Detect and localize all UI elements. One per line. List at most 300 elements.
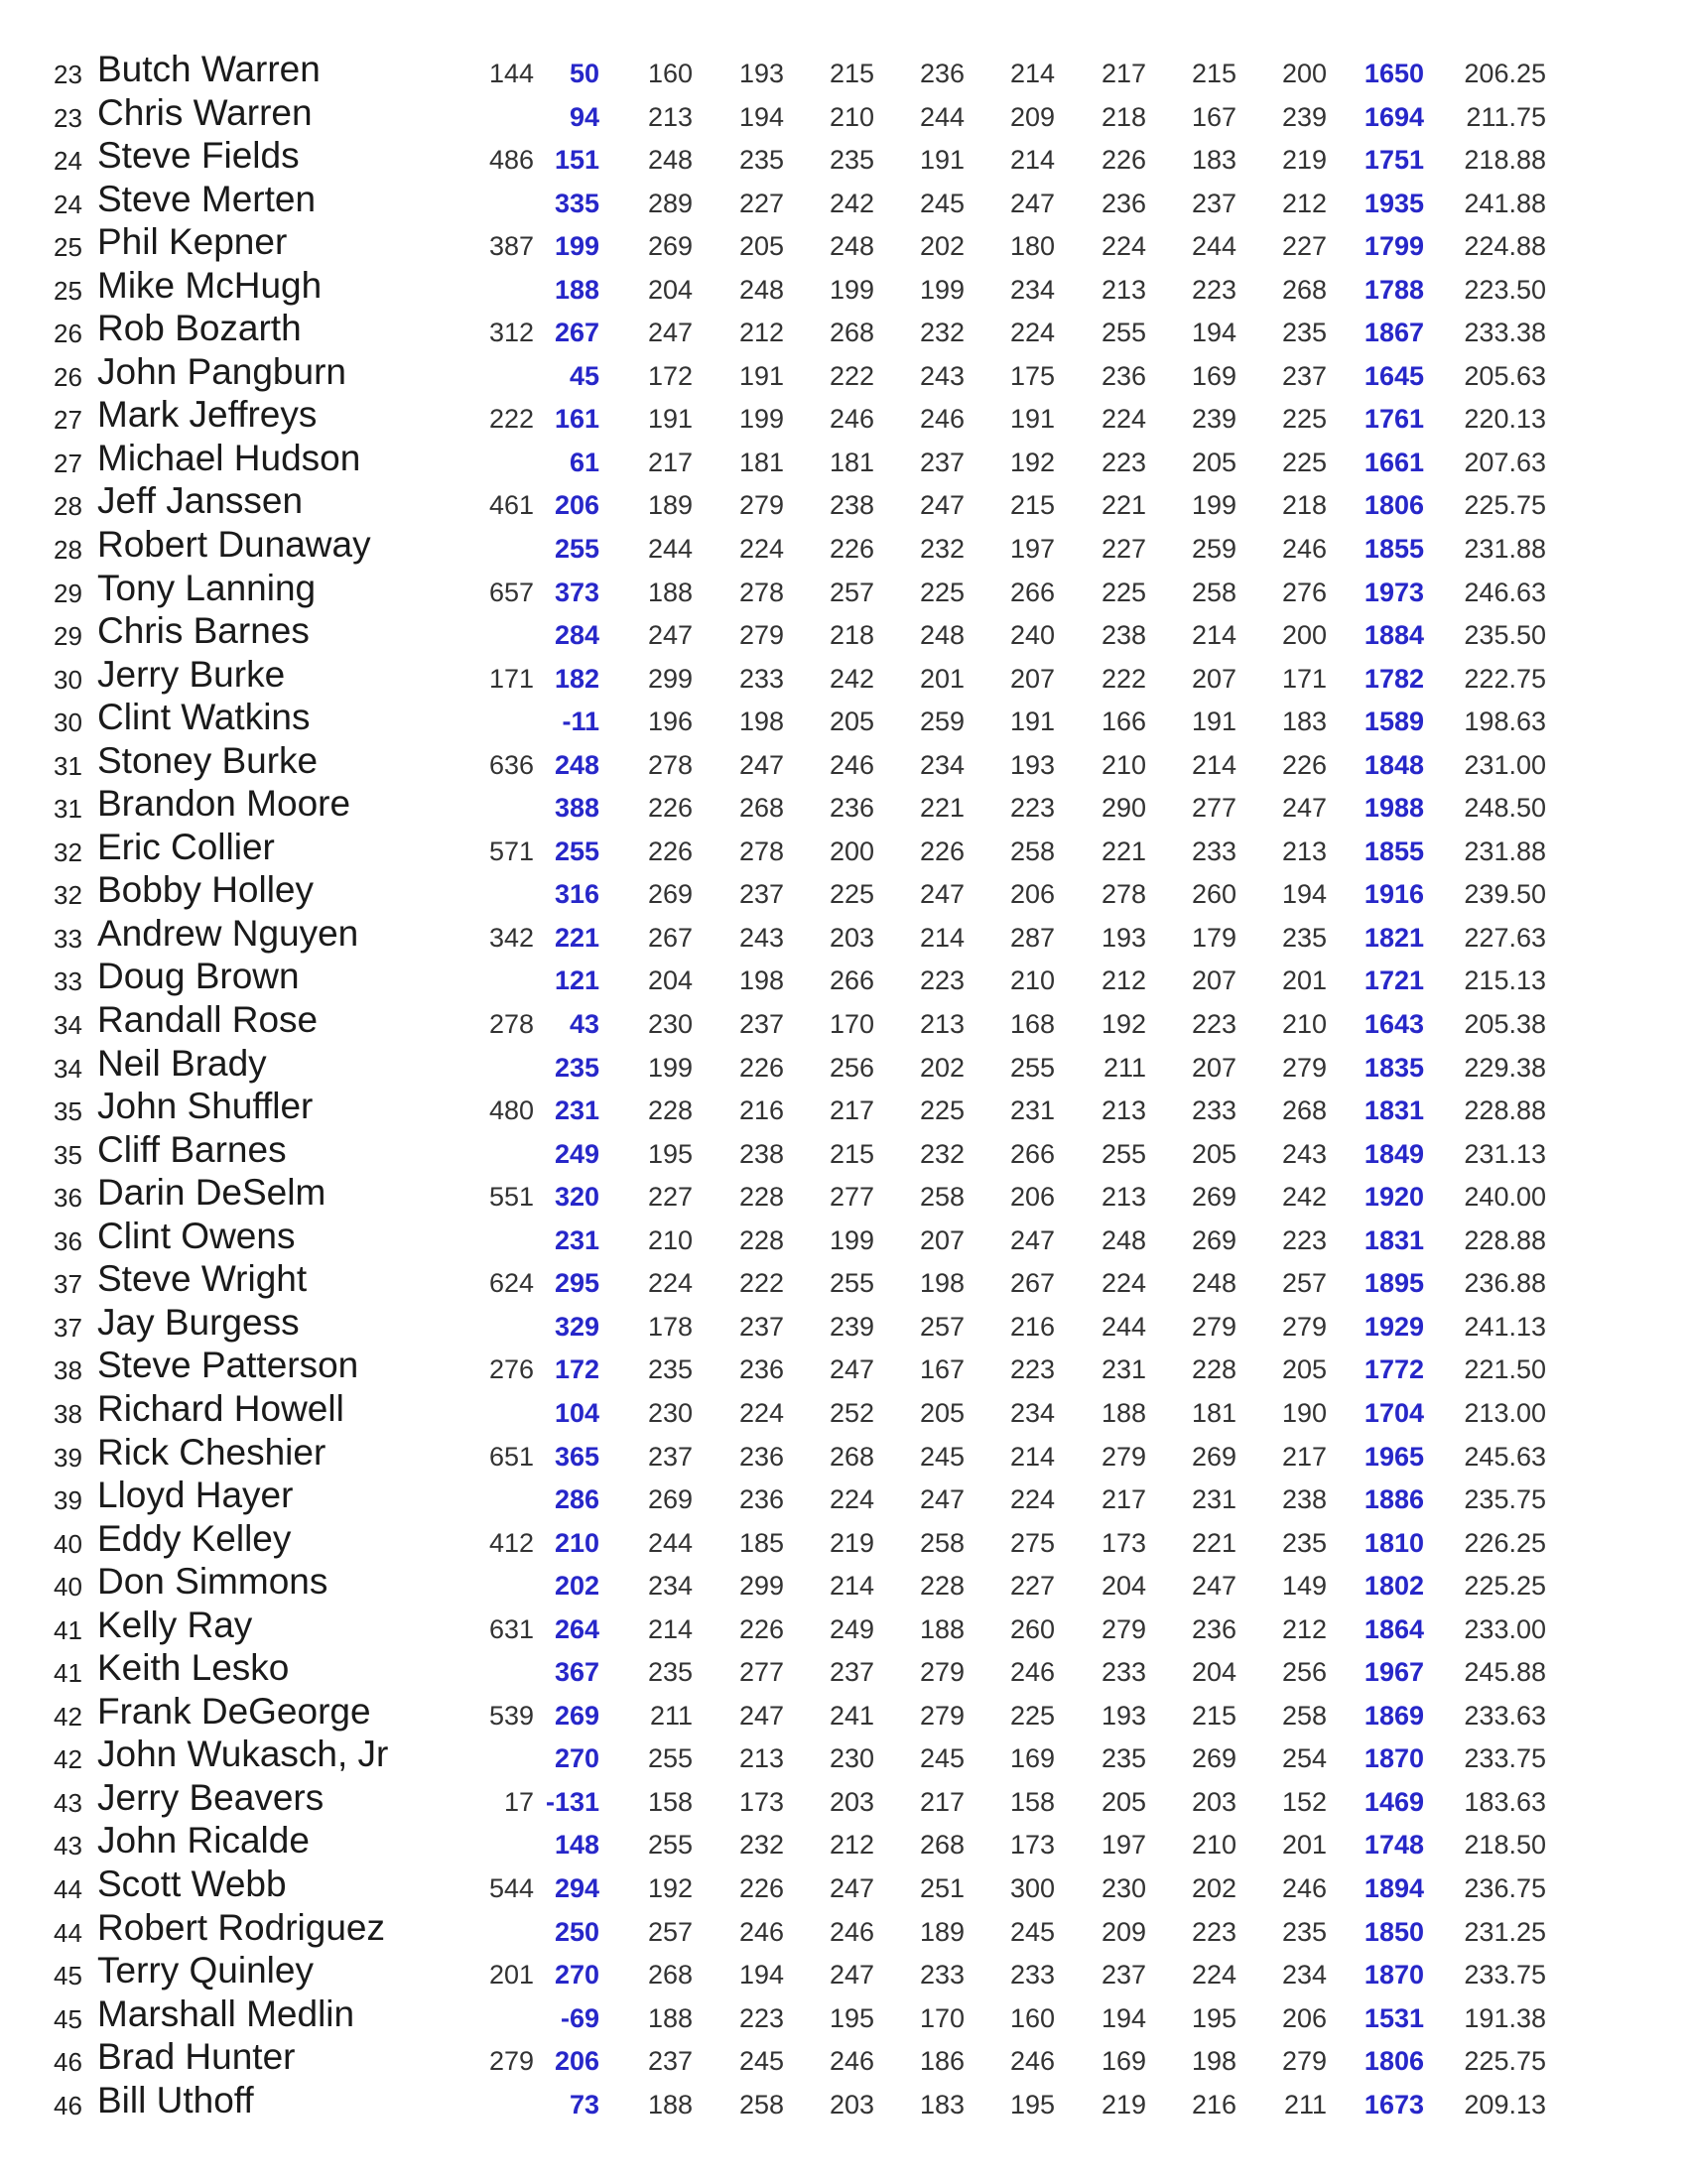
game-score: 217 [829, 1095, 874, 1126]
game-score: 213 [1281, 835, 1327, 866]
team-number: 29 [54, 578, 82, 608]
bowler-name: Darin DeSelm [97, 1172, 326, 1214]
total-pins: 1895 [1363, 1268, 1424, 1299]
game-score: 247 [738, 1700, 784, 1731]
game-score: 236 [1101, 360, 1146, 391]
game-score: 149 [1281, 1571, 1327, 1602]
game-score: 167 [919, 1354, 965, 1385]
game-score: 215 [1191, 1700, 1236, 1731]
game-score: 266 [1009, 577, 1055, 607]
game-score: 279 [1281, 2046, 1327, 2077]
bowler-name: Rick Cheshier [97, 1431, 326, 1473]
game-score: 247 [1009, 1224, 1055, 1255]
team-number: 39 [54, 1442, 82, 1473]
team-number: 36 [54, 1225, 82, 1256]
team-number: 40 [54, 1528, 82, 1559]
average: 231.88 [1464, 835, 1546, 866]
average: 191.38 [1464, 2002, 1546, 2033]
game-score: 226 [829, 534, 874, 565]
game-score: 205 [1191, 1138, 1236, 1169]
game-score: 213 [1101, 1182, 1146, 1213]
game-score: 205 [738, 231, 784, 262]
game-score: 237 [738, 879, 784, 910]
game-score: 169 [1009, 1743, 1055, 1774]
total-pins: 1673 [1363, 2089, 1424, 2120]
game-score: 236 [738, 1484, 784, 1515]
game-score: 237 [1101, 1960, 1146, 1991]
total-pins: 1831 [1363, 1224, 1424, 1255]
game-score: 183 [1191, 145, 1236, 176]
game-score: 279 [919, 1657, 965, 1688]
team-total: 387 [488, 231, 534, 262]
handicap-score: 231 [554, 1095, 599, 1126]
total-pins: 1661 [1363, 447, 1424, 477]
bowler-name: Terry Quinley [97, 1950, 314, 1991]
game-score: 201 [1281, 965, 1327, 996]
game-score: 228 [919, 1571, 965, 1602]
game-score: 226 [1281, 749, 1327, 780]
handicap-score: 202 [554, 1571, 599, 1602]
game-score: 234 [1009, 274, 1055, 305]
game-score: 221 [1101, 490, 1146, 521]
game-score: 277 [1191, 793, 1236, 824]
game-score: 173 [1009, 1830, 1055, 1861]
game-score: 257 [647, 1916, 693, 1947]
game-score: 226 [919, 835, 965, 866]
game-score: 227 [647, 1182, 693, 1213]
game-score: 246 [1009, 1657, 1055, 1688]
bowler-name: Andrew Nguyen [97, 912, 359, 954]
game-score: 236 [829, 793, 874, 824]
game-score: 191 [738, 360, 784, 391]
average: 209.13 [1464, 2089, 1546, 2120]
game-score: 211 [1283, 2089, 1327, 2120]
game-score: 207 [1009, 663, 1055, 694]
total-pins: 1650 [1363, 59, 1424, 88]
table-row [0, 1994, 1688, 2038]
table-row [0, 1778, 1688, 1822]
game-score: 233 [1191, 1095, 1236, 1126]
table-row [0, 1476, 1688, 1519]
game-score: 239 [829, 1311, 874, 1342]
team-number: 32 [54, 836, 82, 867]
game-score: 218 [1101, 101, 1146, 132]
bowler-name: Steve Patterson [97, 1345, 359, 1386]
handicap-score: 172 [554, 1354, 599, 1385]
game-score: 260 [1009, 1613, 1055, 1644]
bowler-name: Randall Rose [97, 999, 319, 1041]
game-score: 268 [829, 1441, 874, 1472]
average: 236.75 [1464, 1872, 1546, 1903]
results-table [0, 50, 1688, 2123]
game-score: 233 [919, 1960, 965, 1991]
team-number: 28 [54, 491, 82, 522]
game-score: 199 [829, 274, 874, 305]
average: 218.88 [1464, 145, 1546, 176]
game-score: 169 [1101, 2046, 1146, 2077]
game-score: 219 [1101, 2089, 1146, 2120]
game-score: 246 [738, 1916, 784, 1947]
game-score: 278 [1101, 879, 1146, 910]
handicap-score: 286 [554, 1484, 599, 1515]
game-score: 222 [829, 360, 874, 391]
game-score: 242 [829, 663, 874, 694]
average: 221.50 [1464, 1354, 1546, 1385]
table-row [0, 914, 1688, 958]
bowler-name: Phil Kepner [97, 221, 288, 263]
average: 248.50 [1464, 793, 1546, 824]
table-row [0, 1217, 1688, 1260]
game-score: 255 [1101, 318, 1146, 348]
bowler-name: John Ricalde [97, 1820, 310, 1862]
game-score: 248 [919, 620, 965, 651]
average: 229.38 [1464, 1052, 1546, 1083]
bowler-name: Clint Watkins [97, 697, 311, 738]
game-score: 213 [647, 101, 693, 132]
game-score: 243 [738, 922, 784, 953]
team-total: 412 [488, 1527, 534, 1558]
total-pins: 1916 [1363, 879, 1424, 910]
game-score: 232 [919, 1138, 965, 1169]
total-pins: 1821 [1363, 922, 1424, 953]
game-score: 231 [1009, 1095, 1055, 1126]
game-score: 190 [1281, 1397, 1327, 1428]
game-score: 242 [1281, 1182, 1327, 1213]
game-score: 226 [647, 793, 693, 824]
game-score: 252 [829, 1397, 874, 1428]
game-score: 245 [1009, 1916, 1055, 1947]
game-score: 212 [738, 318, 784, 348]
game-score: 268 [919, 1830, 965, 1861]
game-score: 205 [1101, 1786, 1146, 1817]
average: 236.88 [1464, 1268, 1546, 1299]
game-score: 178 [647, 1311, 693, 1342]
total-pins: 1748 [1363, 1830, 1424, 1861]
game-score: 194 [738, 1960, 784, 1991]
game-score: 244 [1191, 231, 1236, 262]
bowler-name: Jerry Beavers [97, 1776, 325, 1818]
game-score: 169 [1191, 360, 1236, 391]
handicap-score: 50 [569, 59, 599, 88]
table-row [0, 395, 1688, 439]
team-total: 539 [488, 1700, 534, 1731]
game-score: 279 [919, 1700, 965, 1731]
handicap-score: 264 [554, 1613, 599, 1644]
game-score: 191 [647, 404, 693, 435]
game-score: 258 [738, 2089, 784, 2120]
game-score: 207 [1191, 1052, 1236, 1083]
game-score: 224 [738, 534, 784, 565]
game-score: 206 [1009, 1182, 1055, 1213]
game-score: 277 [738, 1657, 784, 1688]
average: 218.50 [1464, 1830, 1546, 1861]
table-row [0, 828, 1688, 871]
game-score: 247 [1191, 1571, 1236, 1602]
game-score: 278 [738, 835, 784, 866]
game-score: 268 [829, 318, 874, 348]
game-score: 224 [738, 1397, 784, 1428]
handicap-score: 121 [554, 965, 599, 996]
game-score: 201 [1281, 1830, 1327, 1861]
game-score: 249 [829, 1613, 874, 1644]
game-score: 238 [1101, 620, 1146, 651]
team-total: 342 [488, 922, 534, 953]
handicap-score: 210 [554, 1527, 599, 1558]
game-score: 211 [649, 1700, 693, 1731]
game-score: 228 [1191, 1354, 1236, 1385]
handicap-score: -11 [562, 707, 599, 737]
bowler-name: Don Simmons [97, 1561, 328, 1603]
table-row [0, 1433, 1688, 1477]
game-score: 223 [1101, 447, 1146, 477]
team-number: 46 [54, 2047, 82, 2078]
game-score: 267 [647, 922, 693, 953]
handicap-score: 249 [554, 1138, 599, 1169]
game-score: 267 [1009, 1268, 1055, 1299]
game-score: 195 [1191, 2002, 1236, 2033]
game-score: 247 [829, 1872, 874, 1903]
team-total: 657 [488, 577, 534, 607]
game-score: 207 [919, 1224, 965, 1255]
table-row [0, 136, 1688, 180]
handicap-score: 73 [569, 2089, 599, 2120]
game-score: 237 [829, 1657, 874, 1688]
average: 224.88 [1464, 231, 1546, 262]
game-score: 206 [1281, 2002, 1327, 2033]
game-score: 268 [1281, 1095, 1327, 1126]
game-score: 230 [647, 1009, 693, 1040]
game-score: 185 [738, 1527, 784, 1558]
game-score: 266 [1009, 1138, 1055, 1169]
game-score: 216 [738, 1095, 784, 1126]
game-score: 269 [647, 1484, 693, 1515]
table-row [0, 870, 1688, 914]
total-pins: 1849 [1363, 1138, 1424, 1169]
handicap-score: 94 [569, 101, 599, 132]
team-number: 25 [54, 232, 82, 263]
game-score: 180 [1009, 231, 1055, 262]
average: 198.63 [1464, 707, 1546, 737]
game-score: 300 [1009, 1872, 1055, 1903]
average: 245.63 [1464, 1441, 1546, 1472]
game-score: 299 [647, 663, 693, 694]
average: 215.13 [1464, 965, 1546, 996]
game-score: 160 [647, 59, 693, 88]
total-pins: 1831 [1363, 1095, 1424, 1126]
game-score: 210 [1281, 1009, 1327, 1040]
team-number: 45 [54, 2003, 82, 2034]
handicap-score: 182 [554, 663, 599, 694]
bowler-name: Jerry Burke [97, 653, 286, 695]
team-total: 276 [488, 1354, 534, 1385]
game-score: 260 [1191, 879, 1236, 910]
game-score: 269 [1191, 1182, 1236, 1213]
average: 241.13 [1464, 1311, 1546, 1342]
game-score: 221 [919, 793, 965, 824]
game-score: 205 [919, 1397, 965, 1428]
table-row [0, 1303, 1688, 1347]
total-pins: 1870 [1363, 1960, 1424, 1991]
game-score: 247 [919, 1484, 965, 1515]
team-number: 44 [54, 1873, 82, 1904]
game-score: 234 [1009, 1397, 1055, 1428]
game-score: 237 [647, 1441, 693, 1472]
average: 231.13 [1464, 1138, 1546, 1169]
team-number: 36 [54, 1183, 82, 1214]
game-score: 268 [647, 1960, 693, 1991]
game-score: 199 [738, 404, 784, 435]
game-score: 210 [1101, 749, 1146, 780]
bowler-name: Chris Warren [97, 91, 313, 133]
table-row [0, 1000, 1688, 1044]
table-row [0, 1606, 1688, 1649]
handicap-score: 61 [569, 447, 599, 477]
bowler-name: Doug Brown [97, 956, 300, 997]
game-score: 238 [1281, 1484, 1327, 1515]
total-pins: 1469 [1363, 1786, 1424, 1817]
handicap-score: 316 [554, 879, 599, 910]
game-score: 191 [919, 145, 965, 176]
game-score: 234 [919, 749, 965, 780]
game-score: 225 [919, 577, 965, 607]
game-score: 200 [829, 835, 874, 866]
game-score: 188 [647, 2089, 693, 2120]
average: 231.25 [1464, 1916, 1546, 1947]
total-pins: 1799 [1363, 231, 1424, 262]
table-row [0, 309, 1688, 352]
team-total: 624 [488, 1268, 534, 1299]
game-score: 173 [738, 1786, 784, 1817]
game-score: 172 [647, 360, 693, 391]
game-score: 194 [1191, 318, 1236, 348]
handicap-score: 335 [554, 188, 599, 218]
game-score: 191 [1191, 707, 1236, 737]
game-score: 255 [647, 1743, 693, 1774]
game-score: 226 [738, 1872, 784, 1903]
total-pins: 1935 [1363, 188, 1424, 218]
bowler-name: Brad Hunter [97, 2036, 296, 2078]
game-score: 210 [829, 101, 874, 132]
game-score: 238 [738, 1138, 784, 1169]
game-score: 216 [1009, 1311, 1055, 1342]
total-pins: 1867 [1363, 318, 1424, 348]
table-row [0, 2081, 1688, 2124]
game-score: 259 [919, 707, 965, 737]
game-score: 196 [647, 707, 693, 737]
handicap-score: 161 [554, 404, 599, 435]
handicap-score: 206 [554, 490, 599, 521]
game-score: 247 [738, 749, 784, 780]
game-score: 224 [1009, 318, 1055, 348]
game-score: 216 [1191, 2089, 1236, 2120]
team-number: 24 [54, 189, 82, 219]
game-score: 214 [1009, 59, 1055, 88]
game-score: 247 [919, 490, 965, 521]
game-score: 181 [829, 447, 874, 477]
game-score: 199 [647, 1052, 693, 1083]
game-score: 235 [647, 1354, 693, 1385]
game-score: 214 [1009, 1441, 1055, 1472]
average: 225.25 [1464, 1571, 1546, 1602]
game-score: 194 [1281, 879, 1327, 910]
team-number: 46 [54, 2090, 82, 2120]
game-score: 197 [1009, 534, 1055, 565]
game-score: 213 [738, 1743, 784, 1774]
game-score: 223 [1009, 793, 1055, 824]
total-pins: 1721 [1363, 965, 1424, 996]
table-row [0, 1648, 1688, 1692]
total-pins: 1848 [1363, 749, 1424, 780]
total-pins: 1869 [1363, 1700, 1424, 1731]
game-score: 207 [1191, 663, 1236, 694]
game-score: 223 [1009, 1354, 1055, 1385]
table-row [0, 569, 1688, 612]
table-row [0, 1562, 1688, 1606]
handicap-score: 250 [554, 1916, 599, 1947]
game-score: 195 [1009, 2089, 1055, 2120]
game-score: 199 [1191, 490, 1236, 521]
game-score: 221 [1191, 1527, 1236, 1558]
average: 241.88 [1464, 188, 1546, 218]
handicap-score: 45 [569, 360, 599, 391]
game-score: 235 [1281, 1527, 1327, 1558]
bowler-name: Mike McHugh [97, 264, 323, 306]
game-score: 239 [1191, 404, 1236, 435]
game-score: 248 [1101, 1224, 1146, 1255]
team-total: 144 [488, 59, 534, 88]
total-pins: 1855 [1363, 534, 1424, 565]
bowler-name: Steve Wright [97, 1258, 308, 1300]
total-pins: 1835 [1363, 1052, 1424, 1083]
game-score: 212 [1281, 188, 1327, 218]
game-score: 223 [1191, 1916, 1236, 1947]
game-score: 226 [647, 835, 693, 866]
game-score: 222 [1101, 663, 1146, 694]
game-score: 222 [738, 1268, 784, 1299]
game-score: 205 [1191, 447, 1236, 477]
table-row [0, 1173, 1688, 1217]
team-number: 38 [54, 1355, 82, 1386]
game-score: 268 [1281, 274, 1327, 305]
game-score: 203 [829, 922, 874, 953]
bowler-name: Jay Burgess [97, 1301, 300, 1343]
average: 231.88 [1464, 534, 1546, 565]
handicap-score: 199 [554, 231, 599, 262]
game-score: 221 [1101, 835, 1146, 866]
average: 205.63 [1464, 360, 1546, 391]
team-total: 278 [488, 1009, 534, 1040]
total-pins: 1850 [1363, 1916, 1424, 1947]
team-number: 37 [54, 1312, 82, 1343]
bowler-name: Neil Brady [97, 1042, 267, 1084]
handicap-score: 270 [554, 1743, 599, 1774]
game-score: 232 [919, 318, 965, 348]
game-score: 255 [1101, 1138, 1146, 1169]
game-score: 211 [1103, 1052, 1146, 1083]
bowler-name: Steve Merten [97, 178, 317, 219]
table-row [0, 1692, 1688, 1735]
game-score: 197 [1101, 1830, 1146, 1861]
game-score: 203 [1191, 1786, 1236, 1817]
team-number: 23 [54, 60, 82, 89]
game-score: 246 [1009, 2046, 1055, 2077]
game-score: 198 [1191, 2046, 1236, 2077]
table-row [0, 611, 1688, 655]
game-score: 181 [1191, 1397, 1236, 1428]
average: 206.25 [1464, 59, 1546, 88]
game-score: 212 [829, 1830, 874, 1861]
team-number: 32 [54, 880, 82, 911]
